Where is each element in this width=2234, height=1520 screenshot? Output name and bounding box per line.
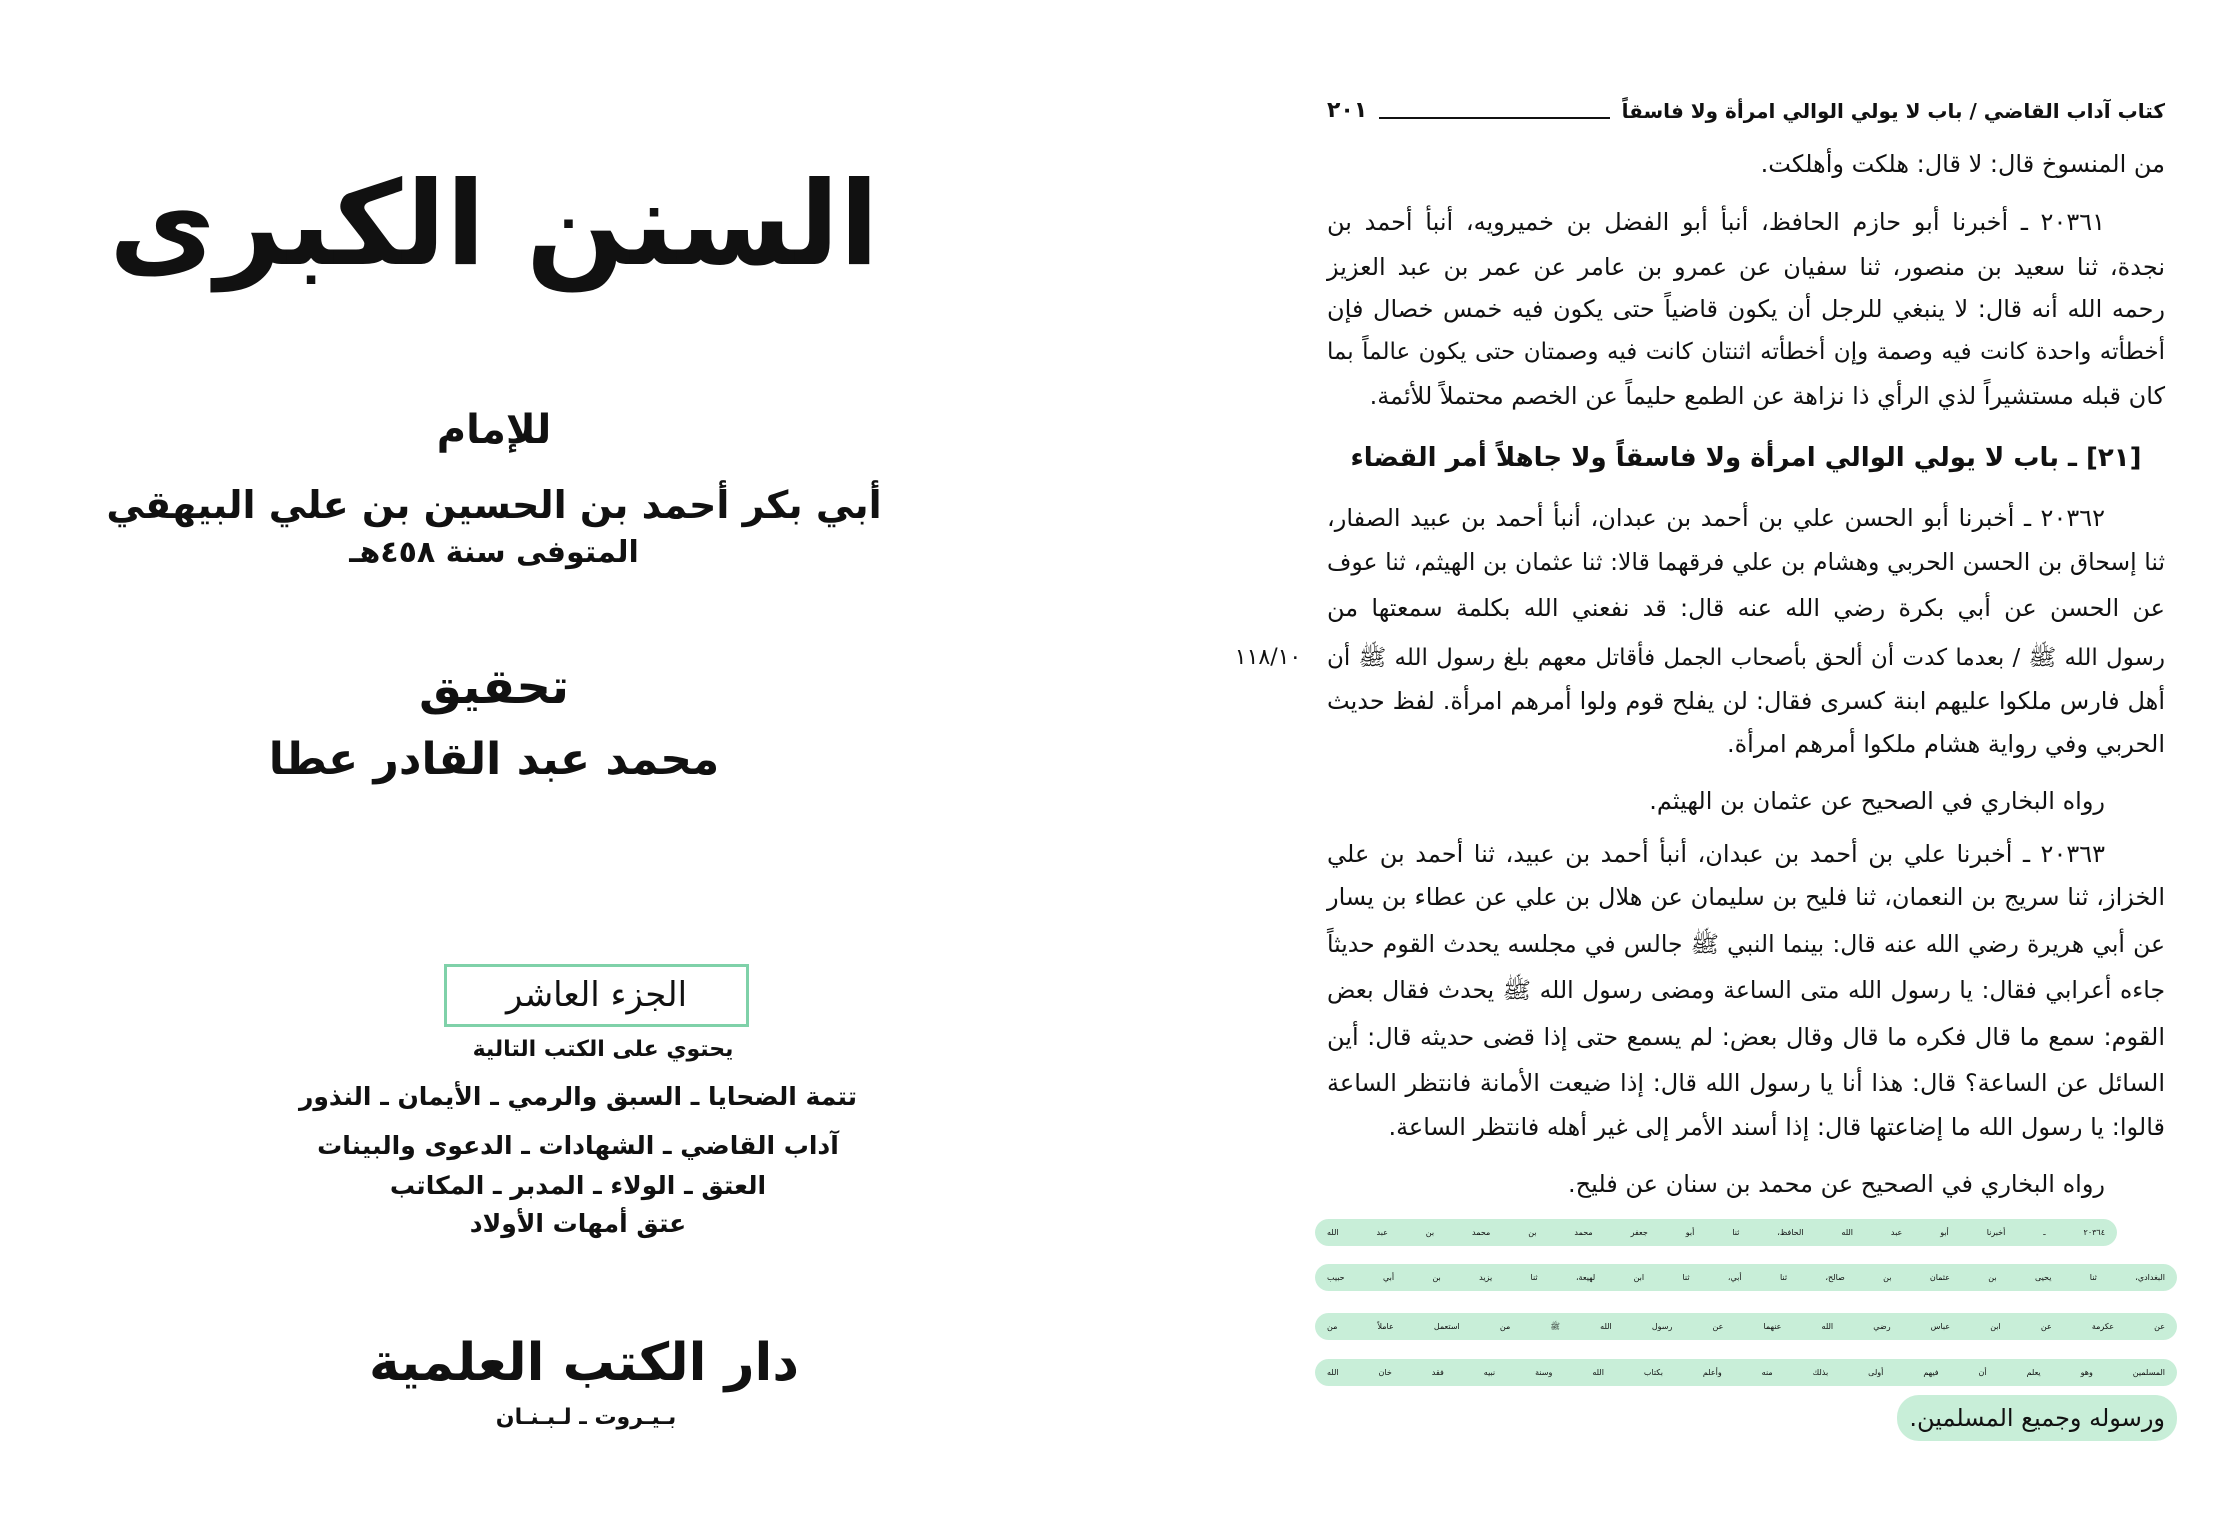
text-line: أخطأته واحدة كانت فيه وصمة وإن أخطأته اثنتان كانت فيه وصمتان حتى يكون عالماً بما <box>1327 339 2165 365</box>
highlighted-text: عن عكرمة عن ابن عباس رضي الله عنهما عن رسول الله ﷺ من استعمل عاملاً من <box>1315 1313 2177 1340</box>
text-line: رواه البخاري في الصحيح عن محمد بن سنان عن فليح. <box>1568 1170 2105 1198</box>
text-line: ٢٠٣٦١ ـ أخبرنا أبو حازم الحافظ، أنبأ أبو الفضل بن خميرويه، أنبأ أحمد بن <box>1327 208 2105 236</box>
text-line: الحربي وفي رواية هشام ملكوا أمرهم امرأة. <box>1726 730 2165 758</box>
highlighted-line <box>1327 1396 2165 1440</box>
highlighted-text: ٢٠٣٦٤ ـ أخبرنا أبو عبد الله الحافظ، ثنا أبو جعفر محمد بن محمد بن عبد الله <box>1315 1219 2117 1246</box>
contents-line: العتق ـ الولاء ـ المدبر ـ المكاتب <box>389 1171 767 1200</box>
margin-reference: ١١٨/١٠ <box>1234 645 1302 670</box>
publisher-logo: دار الكتب العلمية <box>368 1333 800 1393</box>
text-line: القوم: سمع ما قال فكره ما قال وقال بعض: لم يسمع حتى إذا قضى حديثه قال: أين <box>1327 1023 2165 1051</box>
highlighted-line <box>1327 1256 2165 1300</box>
contents-line: آداب القاضي ـ الشهادات ـ الدعوى والبينات <box>317 1131 839 1160</box>
highlighted-text: المسلمين وهو يعلم أن فيهم أولى بذلك منه وأعلم بكتاب الله وسنة نبيه فقد خان الله <box>1315 1359 2177 1386</box>
text-line: كان قبله مستشيراً لذي الرأي ذا نزاهة عن الطمع حليماً عن الخصم محتملاً للأئمة. <box>1369 382 2165 410</box>
highlighted-text: البغدادي، ثنا يحيى بن عثمان بن صالح، ثنا أبي، ثنا ابن لهيعة، ثنا يزيد بن أبي حبيب <box>1315 1264 2177 1291</box>
chapter-heading: [٢١] ـ باب لا يولي الوالي امرأة ولا فاسقاً ولا جاهلاً أمر القضاء <box>1350 443 2142 473</box>
author-name: أبي بكر أحمد بن الحسين بن علي البيهقي <box>106 483 882 527</box>
contents-heading: يحتوي على الكتب التالية <box>472 1037 734 1062</box>
text-line: السائل عن الساعة؟ قال: هذا أنا يا رسول الله قال: إذا ضيعت الأمانة فانتظر الساعة <box>1327 1069 2165 1097</box>
text-line: ثنا إسحاق بن الحسن الحربي وهشام بن علي فرقهما قالا: ثنا عثمان بن الهيثم، ثنا عوف <box>1327 548 2165 576</box>
author-death-year: المتوفى سنة ٤٥٨هـ <box>349 535 639 570</box>
text-line: عن الحسن عن أبي بكرة رضي الله عنه قال: قد نفعني الله بكلمة سمعتها من <box>1327 594 2165 622</box>
volume-box: الجزء العاشر <box>444 964 749 1027</box>
text-line: عن أبي هريرة رضي الله عنه قال: بينما النبي ﷺ جالس في مجلسه يحدث القوم حديثاً <box>1327 930 2165 958</box>
highlighted-line <box>1327 1211 2165 1255</box>
text-line: الخزاز، ثنا سريج بن النعمان، ثنا فليح بن سليمان عن هلال بن علي عن عطاء بن يسار <box>1327 883 2165 911</box>
text-line: قالوا: يا رسول الله ما إضاعتها قال: إذا أسند الأمر إلى غير أهله فانتظر الساعة. <box>1388 1113 2165 1141</box>
highlighted-text: ورسوله وجميع المسلمين. <box>1897 1395 2177 1441</box>
highlighted-line <box>1327 1305 2165 1349</box>
text-line: من المنسوخ قال: لا قال: هلكت وأهلكت. <box>1760 150 2165 178</box>
running-head-title: كتاب آداب القاضي / باب لا يولي الوالي امرأة ولا فاسقاً <box>1621 99 2165 123</box>
text-line: أهل فارس ملكوا عليهم ابنة كسرى فقال: لن يفلح قوم ولوا أمرهم امرأة. لفظ حديث <box>1327 687 2165 715</box>
text-line: نجدة، ثنا سعيد بن منصور، ثنا سفيان عن عمرو بن عامر عن عمر بن عبد العزيز <box>1327 253 2165 281</box>
text-line: رواه البخاري في الصحيح عن عثمان بن الهيثم. <box>1649 787 2105 815</box>
page-number: ٢٠١ <box>1327 98 1368 123</box>
text-line: ٢٠٣٦٢ ـ أخبرنا أبو الحسن علي بن أحمد بن عبدان، أنبأ أحمد بن عبيد الصفار، <box>1327 504 2105 532</box>
running-header <box>1327 88 2165 126</box>
text-line: رسول الله ﷺ / بعدما كدت أن ألحق بأصحاب الجمل فأقاتل معهم بلغ رسول الله ﷺ أن <box>1327 645 2165 671</box>
editing-label: تحقيق <box>418 659 570 715</box>
text-line: جاءه أعرابي فقال: يا رسول الله متى الساعة ومضى رسول الله ﷺ يحدث فقال بعض <box>1327 976 2165 1004</box>
contents-line: تتمة الضحايا ـ السبق والرمي ـ الأيمان ـ النذور <box>298 1082 858 1111</box>
text-line: ٢٠٣٦٣ ـ أخبرنا علي بن أحمد بن عبدان، أنبأ أحمد بن عبيد، ثنا أحمد بن علي <box>1327 840 2105 868</box>
contents-line: عتق أمهات الأولاد <box>469 1209 687 1238</box>
highlighted-line <box>1327 1351 2165 1395</box>
text-line: رحمه الله أنه قال: لا ينبغي للرجل أن يكون قاضياً حتى يكون فيه خمس خصال فإن <box>1327 295 2165 323</box>
editor-name: محمد عبد القادر عطا <box>268 734 720 785</box>
publisher-city: بـيـروت ـ لـبـنـان <box>495 1405 677 1430</box>
header-rule <box>1379 117 1609 119</box>
book-title: السنن الكبرى <box>108 157 880 292</box>
imam-label: للإمام <box>436 407 552 453</box>
